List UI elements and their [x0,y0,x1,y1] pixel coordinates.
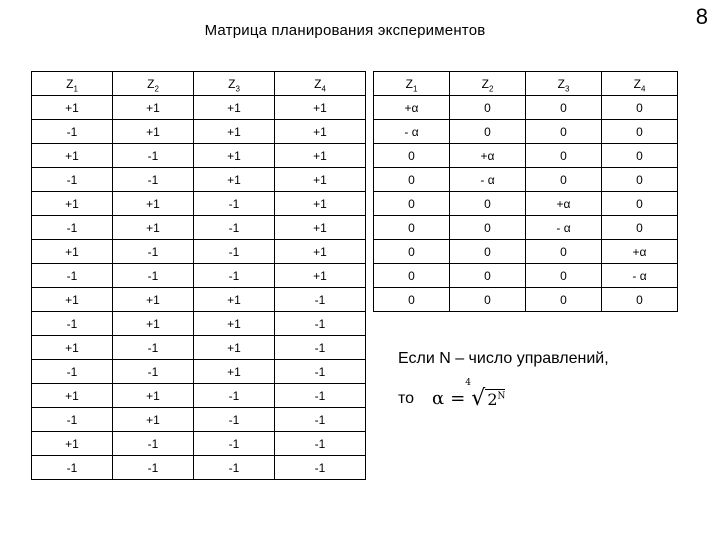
table-header-row [374,72,678,96]
table-cell: 0 [526,240,602,264]
table-cell: -1 [113,432,194,456]
root-index: 4 [465,378,472,388]
column-header [113,72,194,96]
table-cell: -1 [275,432,366,456]
plan-matrix-table-left [31,71,366,480]
table-cell: 0 [602,192,678,216]
header-subscript: 3 [235,83,240,93]
table-cell: -1 [113,456,194,480]
page-number: 8 [695,4,708,29]
table-cell: 0 [374,288,450,312]
table-cell: +1 [194,120,275,144]
table-row [374,216,678,240]
table-cell: +1 [275,168,366,192]
table-row [374,264,678,288]
table-cell: 0 [602,288,678,312]
table-cell: -1 [113,168,194,192]
table-cell: 0 [602,168,678,192]
table-cell: 0 [450,264,526,288]
table-cell: +1 [32,144,113,168]
column-header [450,72,526,96]
table-cell: -1 [32,216,113,240]
table-cell: 0 [374,264,450,288]
table-cell: +1 [275,144,366,168]
table-cell: +1 [275,120,366,144]
table-cell: -1 [32,408,113,432]
table-row [32,456,366,480]
table-cell: +1 [113,216,194,240]
table-row [32,120,366,144]
table-cell: -1 [275,456,366,480]
table-row [32,312,366,336]
plan-matrix-table-right [373,71,678,312]
table-cell: 0 [526,144,602,168]
table-cell: 0 [526,96,602,120]
header-subscript: 4 [640,83,646,93]
table-cell: -1 [113,336,194,360]
table-cell: 0 [526,288,602,312]
table-cell: -1 [275,312,366,336]
table-cell: -1 [113,240,194,264]
table-row [32,264,366,288]
table-cell: 0 [526,264,602,288]
table-cell: 0 [602,120,678,144]
column-header [194,72,275,96]
table-row [32,360,366,384]
table-cell: +α [602,240,678,264]
table-row [32,384,366,408]
column-header [374,72,450,96]
table-row [374,144,678,168]
table-cell: +1 [194,336,275,360]
table-cell: -1 [113,264,194,288]
header-subscript: 2 [488,83,494,93]
header-subscript: 4 [321,83,326,93]
table-cell: +α [526,192,602,216]
header-subscript: 1 [73,83,78,93]
table-row [374,240,678,264]
table-cell: -1 [194,432,275,456]
header-label: Z [314,76,322,91]
table-cell: -1 [275,288,366,312]
table-cell: 0 [602,96,678,120]
table-cell: - α [602,264,678,288]
table-cell: +1 [32,432,113,456]
table-cell: 0 [450,216,526,240]
table-cell: 0 [374,168,450,192]
header-label: Z [228,76,236,91]
table-row [32,216,366,240]
table-row [32,408,366,432]
table-cell: +1 [194,360,275,384]
header-label: Z [66,76,74,91]
radicand [485,389,505,409]
table-cell: 0 [374,240,450,264]
table-row [32,168,366,192]
table-cell: -1 [32,264,113,288]
table-cell: -1 [275,408,366,432]
table-cell: +1 [113,408,194,432]
table-cell: -1 [32,312,113,336]
table-row [374,168,678,192]
alpha-formula [432,378,506,411]
table-cell: 0 [602,144,678,168]
table-row [32,240,366,264]
table-row [374,288,678,312]
table-cell: - α [450,168,526,192]
table-row [32,336,366,360]
header-label: Z [557,76,565,91]
table-header-row [32,72,366,96]
radical-sign-icon: √ [471,386,486,411]
table-cell: +1 [113,96,194,120]
table-cell: -1 [194,216,275,240]
table-row [32,96,366,120]
table-cell: -1 [194,408,275,432]
table-cell: -1 [194,456,275,480]
table-cell: -1 [194,264,275,288]
note-formula-line [398,378,506,411]
table-cell: +1 [32,240,113,264]
table-cell: -1 [113,360,194,384]
table-row [374,120,678,144]
table-cell: -1 [32,360,113,384]
table-cell: 0 [450,240,526,264]
radicand-exponent: N [497,391,506,402]
header-label: Z [405,76,413,91]
root-expression [465,378,506,411]
table-row [32,144,366,168]
table-cell: +1 [194,288,275,312]
table-cell: -1 [275,360,366,384]
table-cell: -1 [275,336,366,360]
table-cell: +1 [113,120,194,144]
table-cell: +1 [275,216,366,240]
table-row [32,192,366,216]
table-cell: +1 [275,240,366,264]
table-cell: 0 [374,144,450,168]
table-cell: +1 [113,384,194,408]
table-cell: +1 [32,192,113,216]
table-cell: - α [526,216,602,240]
header-subscript: 3 [564,83,570,93]
table-cell: +1 [113,288,194,312]
table-cell: -1 [194,384,275,408]
table-cell: - α [374,120,450,144]
table-row [374,192,678,216]
formula-lhs: α [432,388,445,409]
table-cell: +1 [32,336,113,360]
table-cell: 0 [526,120,602,144]
column-header [602,72,678,96]
column-header [32,72,113,96]
column-header [275,72,366,96]
note-then: то [398,389,415,407]
header-label: Z [633,76,641,91]
table-cell: +1 [194,168,275,192]
page-title: Матрица планирования экспериментов [204,22,486,39]
table-cell: +1 [275,96,366,120]
table-cell: -1 [32,120,113,144]
table-cell: +1 [32,288,113,312]
table-cell: 0 [450,96,526,120]
header-subscript: 1 [412,83,418,93]
table-cell: +1 [194,144,275,168]
table-cell: +1 [32,96,113,120]
table-cell: +1 [194,312,275,336]
table-cell: +1 [275,192,366,216]
table-cell: -1 [32,168,113,192]
table-cell: 0 [450,288,526,312]
table-cell: -1 [32,456,113,480]
table-cell: +1 [113,312,194,336]
note-text: Если N – число управлений, [398,350,609,367]
table-cell: -1 [275,384,366,408]
table-cell: 0 [450,120,526,144]
table-cell: +1 [113,192,194,216]
radicand-base: 2 [487,390,498,409]
table-cell: -1 [194,192,275,216]
table-cell: +1 [32,384,113,408]
table-cell: 0 [450,192,526,216]
table-cell: 0 [602,216,678,240]
header-label: Z [481,76,489,91]
table-cell: +1 [275,264,366,288]
column-header [526,72,602,96]
table-row [374,96,678,120]
table-cell: 0 [374,216,450,240]
formula-equals: = [450,388,466,409]
table-cell: -1 [194,240,275,264]
table-cell: 0 [526,168,602,192]
table-row [32,288,366,312]
table-cell: 0 [374,192,450,216]
table-cell: -1 [113,144,194,168]
table-cell: +α [374,96,450,120]
header-label: Z [147,76,155,91]
table-row [32,432,366,456]
table-cell: +α [450,144,526,168]
header-subscript: 2 [154,83,159,93]
table-cell: +1 [194,96,275,120]
